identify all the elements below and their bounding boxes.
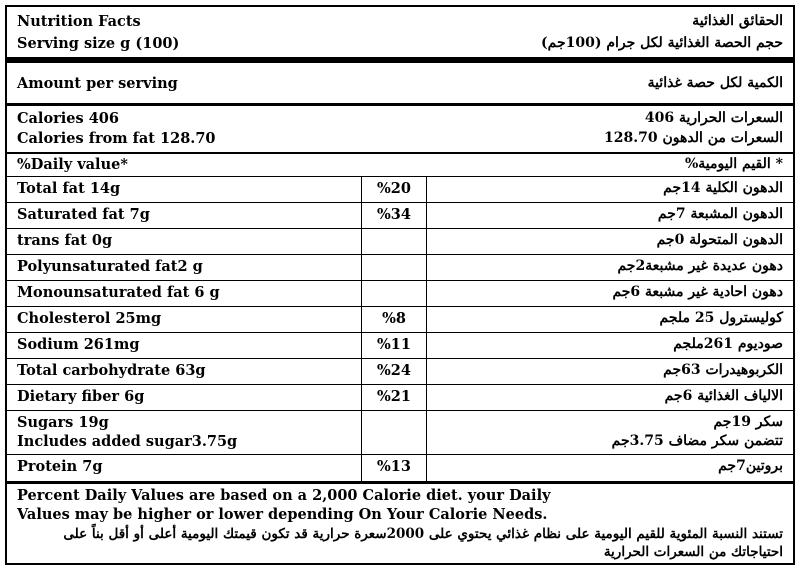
nutrient-name-en: Polyunsaturated fat2 g	[17, 258, 203, 275]
nutrient-row-total-fat	[7, 176, 793, 202]
nutrient-name-en: Sugars 19g	[17, 414, 109, 431]
daily-value-en: %Daily value*	[17, 156, 128, 173]
nutrient-row-sodium	[7, 332, 793, 358]
nutrient-name-ar: بروتين7جم	[718, 458, 783, 474]
added-sugar-ar: تتضمن سكر مضاف 3.75جم	[611, 433, 783, 449]
footnote-en-line2: Values may be higher or lower depending On Your Calorie Needs.	[17, 506, 548, 523]
daily-percent	[361, 280, 427, 306]
daily-percent: %11	[361, 332, 427, 358]
footnote-en-line1: Percent Daily Values are based on a 2,000 Calorie diet. your Daily	[17, 487, 551, 504]
daily-value-header	[7, 154, 793, 176]
calories-from-fat-ar: السعرات من الدهون 128.70	[604, 130, 783, 146]
nutrient-name-en: Total carbohydrate 63g	[17, 362, 206, 379]
amount-per-serving-en: Amount per serving	[17, 75, 178, 92]
nutrition-label	[5, 5, 795, 565]
title-ar: الحقائق الغذائية	[692, 13, 783, 29]
nutrient-name-ar: كوليسترول 25 ملجم	[659, 310, 783, 326]
nutrient-name-ar: الدهون المشبعة 7جم	[657, 206, 783, 222]
nutrient-row-saturated-fat	[7, 202, 793, 228]
nutrient-name-ar: الدهون المتحولة 0جم	[656, 232, 783, 248]
daily-percent: %24	[361, 358, 427, 384]
nutrient-row-cholesterol	[7, 306, 793, 332]
calories-en: Calories 406	[17, 110, 119, 127]
daily-percent: %21	[361, 384, 427, 410]
label-header	[7, 7, 793, 57]
calories-ar: السعرات الحرارية 406	[644, 110, 783, 126]
title-en: Nutrition Facts	[17, 13, 141, 30]
nutrient-row-trans-fat	[7, 228, 793, 254]
calories-section	[7, 106, 793, 152]
calories-from-fat-en: Calories from fat 128.70	[17, 130, 216, 147]
footnote-ar: تستند النسبة المئوية للقيم اليومية على نظام غذائي يحتوي على 2000سعرة حرارية قد تكون قيمتك اليومية أعلى أو أقل بناً على احتياجاتك من السعرات الحرارية	[63, 526, 783, 560]
nutrient-name-ar: صوديوم 261ملجم	[673, 336, 783, 352]
nutrient-name-ar: دهون احادية غير مشبعة 6جم	[612, 284, 783, 300]
daily-percent	[361, 410, 427, 454]
nutrient-name-ar: دهون عديدة غير مشبعة2جم	[617, 258, 783, 274]
daily-percent: %20	[361, 176, 427, 202]
nutrient-name-ar: سكر 19جم	[713, 414, 783, 430]
nutrient-row-polyunsaturated-fat	[7, 254, 793, 280]
serving-size-en: Serving size g (100)	[17, 35, 180, 52]
nutrient-name-ar: الكربوهيدرات 63جم	[663, 362, 783, 378]
daily-value-ar: * القيم اليومية%	[685, 156, 783, 172]
nutrient-row-total-carbohydrate	[7, 358, 793, 384]
nutrient-name-en: Sodium 261mg	[17, 336, 140, 353]
nutrient-row-protein	[7, 454, 793, 481]
daily-percent: %13	[361, 454, 427, 481]
nutrient-name-en: trans fat 0g	[17, 232, 113, 249]
nutrient-row-sugars	[7, 410, 793, 454]
amount-per-serving-ar: الكمية لكل حصة غذائية	[647, 75, 783, 91]
added-sugar-en: Includes added sugar3.75g	[17, 433, 238, 450]
nutrient-name-en: Saturated fat 7g	[17, 206, 150, 223]
daily-percent: %34	[361, 202, 427, 228]
nutrient-row-monounsaturated-fat	[7, 280, 793, 306]
nutrient-name-en: Total fat 14g	[17, 180, 121, 197]
nutrient-name-en: Cholesterol 25mg	[17, 310, 162, 327]
nutrient-name-en: Dietary fiber 6g	[17, 388, 145, 405]
nutrient-row-dietary-fiber	[7, 384, 793, 410]
daily-percent	[361, 254, 427, 280]
nutrient-name-ar: الالياف الغذائية 6جم	[664, 388, 783, 404]
nutrient-name-en: Protein 7g	[17, 458, 103, 475]
serving-size-ar: حجم الحصة الغذائية لكل جرام (100جم)	[541, 35, 783, 51]
nutrient-name-ar: الدهون الكلية 14جم	[663, 180, 783, 196]
daily-percent	[361, 228, 427, 254]
daily-percent: %8	[361, 306, 427, 332]
amount-section	[7, 63, 793, 103]
nutrient-name-en: Monounsaturated fat 6 g	[17, 284, 220, 301]
footnote	[7, 481, 793, 563]
